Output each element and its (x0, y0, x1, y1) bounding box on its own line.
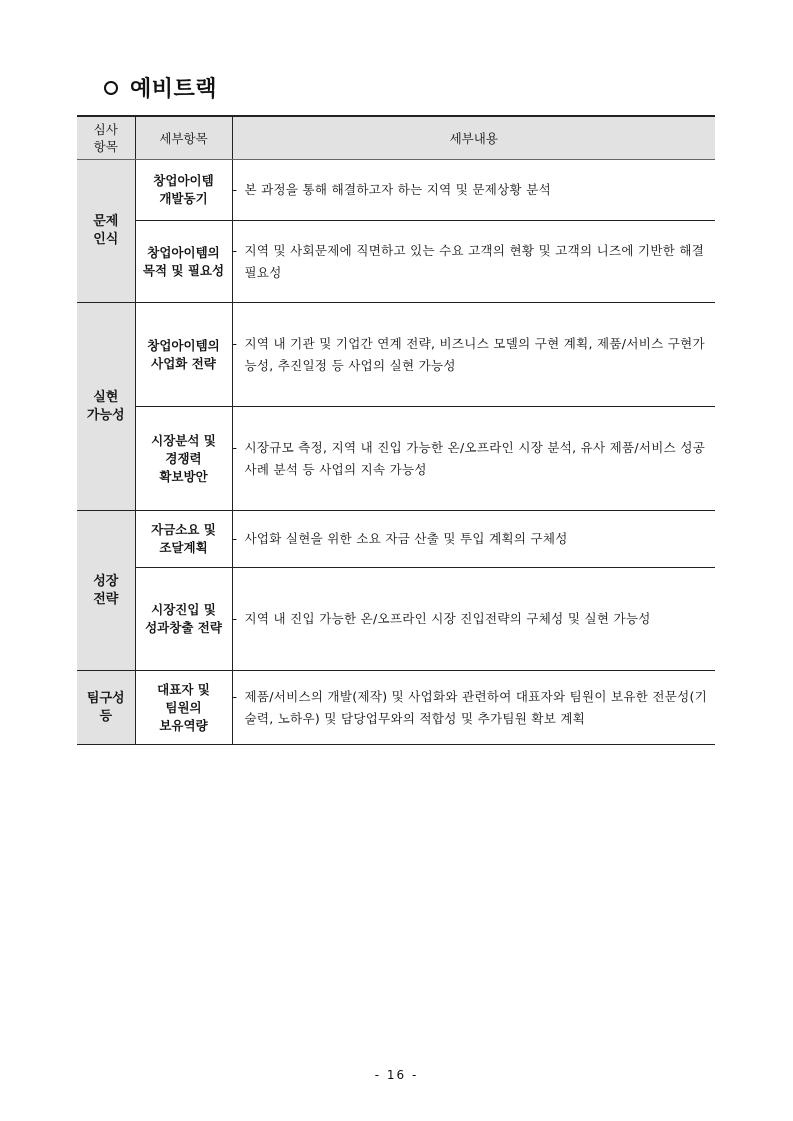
category-cell: 실현 가능성 (77, 303, 135, 511)
category-cell: 팀구성 등 (77, 671, 135, 745)
table-row (77, 511, 715, 568)
description-cell: - 지역 내 진입 가능한 온/오프라인 시장 진입전략의 구체성 및 실현 가능성 (232, 568, 715, 671)
section-title (104, 72, 217, 103)
item-cell: 창업아이템의 사업화 전략 (135, 303, 232, 407)
item-cell: 자금소요 및 조달계획 (135, 511, 232, 568)
evaluation-table (77, 115, 715, 745)
description-cell: - 지역 및 사회문제에 직면하고 있는 수요 고객의 현황 및 고객의 니즈에 기반한 해결 필요성 (232, 221, 715, 303)
header-item: 세부항목 (135, 116, 232, 160)
table-row (77, 221, 715, 303)
category-cell: 성장 전략 (77, 511, 135, 671)
description-cell: - 본 과정을 통해 해결하고자 하는 지역 및 문제상황 분석 (232, 160, 715, 221)
description-cell: - 제품/서비스의 개발(제작) 및 사업화와 관련하여 대표자와 팀원이 보유한 전문성(기술력, 노하우) 및 담당업무와의 적합성 및 추가팀원 확보 계획 (232, 671, 715, 745)
table-row (77, 160, 715, 221)
section-title-text: 예비트랙 (130, 77, 218, 102)
description-cell: - 사업화 실현을 위한 소요 자금 산출 및 투입 계획의 구체성 (232, 511, 715, 568)
item-cell: 시장분석 및 경쟁력 확보방안 (135, 407, 232, 511)
item-cell: 대표자 및 팀원의 보유역량 (135, 671, 232, 745)
table-row (77, 407, 715, 511)
header-category: 심사 항목 (77, 116, 135, 160)
table-header-row (77, 116, 715, 160)
header-description: 세부내용 (232, 116, 715, 160)
page-number: - 16 - (374, 1068, 419, 1082)
table-row (77, 568, 715, 671)
description-cell: - 시장규모 측정, 지역 내 진입 가능한 온/오프라인 시장 분석, 유사 제품/서비스 성공사례 분석 등 사업의 지속 가능성 (232, 407, 715, 511)
table-row (77, 671, 715, 745)
item-cell: 창업아이템 개발동기 (135, 160, 232, 221)
category-cell: 문제 인식 (77, 160, 135, 303)
circle-bullet-icon (104, 81, 118, 95)
table-row (77, 303, 715, 407)
item-cell: 시장진입 및 성과창출 전략 (135, 568, 232, 671)
item-cell: 창업아이템의 목적 및 필요성 (135, 221, 232, 303)
description-cell: - 지역 내 기관 및 기업간 연계 전략, 비즈니스 모델의 구현 계획, 제품/서비스 구현가능성, 추진일정 등 사업의 실현 가능성 (232, 303, 715, 407)
